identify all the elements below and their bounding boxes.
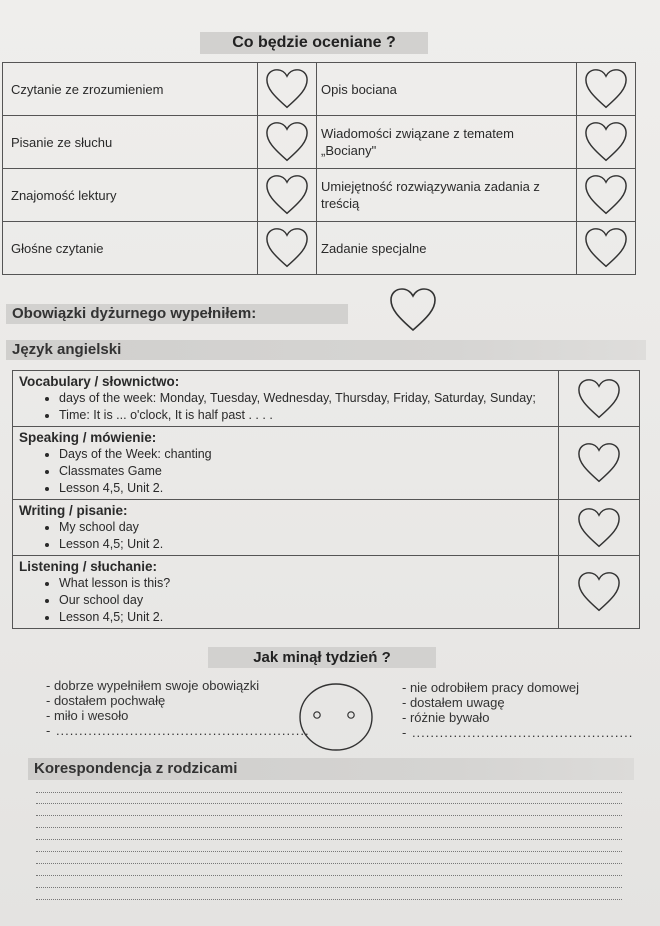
list-item: - miło i wesoło [46,708,129,723]
heart-icon [559,556,640,629]
writing-line [36,875,622,876]
list-item: - różnie bywało [402,710,490,725]
week-positive-list [46,678,310,738]
face-icon [298,682,374,752]
table-row [3,222,636,275]
section-heading: Vocabulary / słownictwo: [19,374,180,389]
week-negative-list [402,680,633,740]
heart-icon [577,63,636,116]
list-item: • My school day [59,519,552,536]
writing-line [36,839,622,840]
list-item: • Days of the Week: chanting [59,446,552,463]
heart-icon [559,427,640,500]
writing-line [36,827,622,828]
list-item: • What lesson is this? [59,575,552,592]
english-table [12,370,640,629]
writing-line [36,899,622,900]
list-item: • Lesson 4,5, Unit 2. [59,480,552,497]
criterion-label: Pisanie ze słuchu [3,116,258,169]
heart-icon [559,500,640,556]
correspondence-title: Korespondencja z rodzicami [28,758,634,780]
writing-line [36,803,622,804]
section-heading: Listening / słuchanie: [19,559,158,574]
list-item: - nie odrobiłem pracy domowej [402,680,580,695]
heart-icon [258,169,317,222]
list-item: - dobrze wypełniłem swoje obowiązki [46,678,260,693]
table-row [13,427,640,500]
english-section [13,427,559,500]
duty-label: Obowiązki dyżurnego wypełniłem: [6,304,348,324]
list-item: • days of the week: Monday, Tuesday, Wednesday, Thursday, Friday, Saturday, Sunday; [59,390,552,407]
writing-line [36,792,622,793]
criterion-label: Głośne czytanie [3,222,258,275]
week-title: Jak minął tydzień ? [208,647,436,668]
table-row [13,500,640,556]
list-item: • Time: It is ... o'clock, It is half past . . . . [59,407,552,424]
writing-line [36,851,622,852]
section-heading: Speaking / mówienie: [19,430,157,445]
english-section [13,500,559,556]
writing-line [36,815,622,816]
page-title: Co będzie oceniane ? [200,32,428,54]
criterion-label: Opis bociana [317,63,577,116]
criterion-label: Umiejętność rozwiązywania zadania z treścią [317,169,577,222]
list-item: • Lesson 4,5; Unit 2. [59,609,552,626]
heart-icon [388,286,438,334]
list-item: - dostałem uwagę [402,695,505,710]
table-row [13,556,640,629]
list-item: • Lesson 4,5; Unit 2. [59,536,552,553]
criterion-label: Czytanie ze zrozumieniem [3,63,258,116]
list-item: - dostałem pochwałę [46,693,166,708]
heart-icon [577,169,636,222]
heart-icon [577,116,636,169]
heart-icon [258,222,317,275]
english-section [13,556,559,629]
list-item: • Classmates Game [59,463,552,480]
table-row [3,116,636,169]
criterion-label: Wiadomości związane z tematem „Bociany" [317,116,577,169]
english-section-title: Język angielski [6,340,646,360]
criterion-label: Znajomość lektury [3,169,258,222]
criterion-label: Zadanie specjalne [317,222,577,275]
heart-icon [258,116,317,169]
list-item: • Our school day [59,592,552,609]
english-section [13,371,559,427]
table-row [3,169,636,222]
writing-line [36,863,622,864]
heart-icon [577,222,636,275]
section-heading: Writing / pisanie: [19,503,128,518]
assessment-table [2,62,636,275]
writing-line [36,887,622,888]
table-row [13,371,640,427]
blank-line: - ................................................ [402,725,634,740]
heart-icon [559,371,640,427]
heart-icon [258,63,317,116]
blank-line: - ....................................................... [46,723,310,738]
table-row [3,63,636,116]
